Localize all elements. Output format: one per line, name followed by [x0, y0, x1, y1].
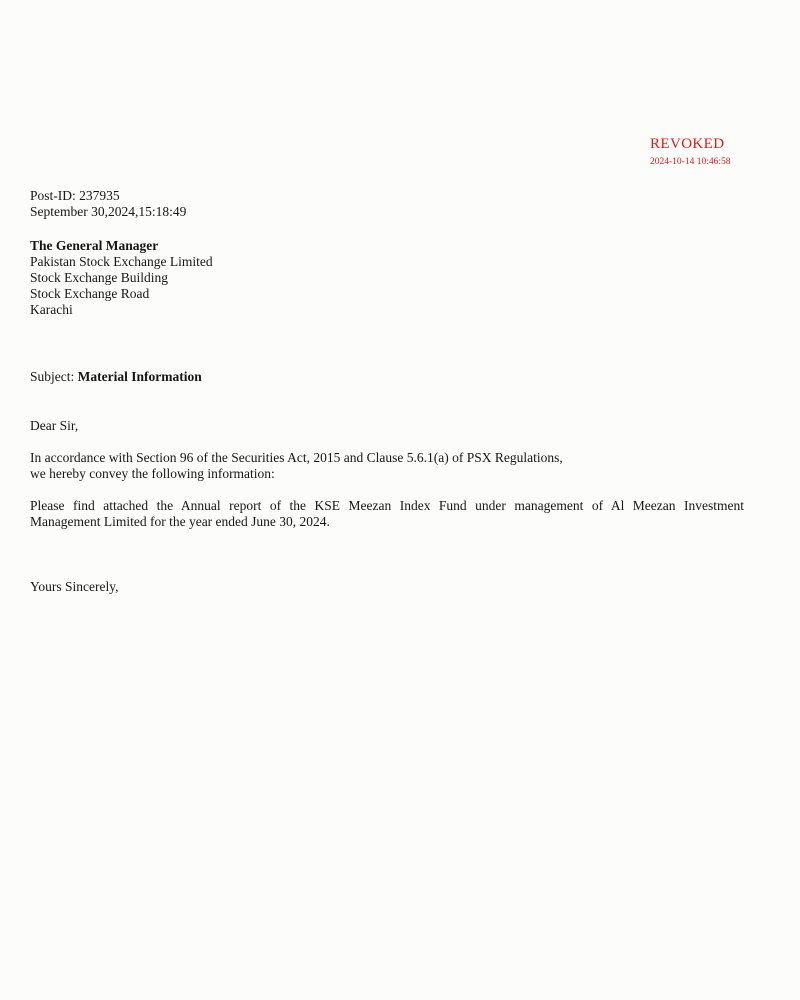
body-paragraph-regulations-line-2: we hereby convey the following information:	[30, 466, 275, 481]
recipient-line-city: Karachi	[30, 302, 73, 317]
body-paragraph-attachment-line-1: Please find attached the Annual report of the KSE Meezan Index Fund under management of Al Meezan Investment	[30, 498, 744, 513]
recipient-line-road: Stock Exchange Road	[30, 286, 150, 301]
subject-label: Subject:	[30, 369, 75, 384]
body-paragraph-regulations	[30, 450, 744, 482]
body-paragraph-attachment	[30, 498, 744, 530]
revoked-stamp	[650, 136, 730, 168]
subject-value: Material Information	[77, 369, 202, 384]
recipient-line-building: Stock Exchange Building	[30, 270, 168, 285]
post-id: Post-ID: 237935	[30, 188, 120, 203]
closing: Yours Sincerely,	[30, 579, 119, 594]
revoked-stamp-label: REVOKED	[650, 136, 725, 152]
post-datetime: September 30,2024,15:18:49	[30, 204, 187, 219]
recipient-title: The General Manager	[30, 238, 159, 253]
recipient-address	[30, 238, 213, 318]
revoked-stamp-timestamp: 2024-10-14 10:46:58	[650, 157, 731, 167]
subject-line	[30, 369, 202, 385]
body-paragraph-attachment-line-2: Management Limited for the year ended June 30, 2024.	[30, 514, 330, 529]
salutation: Dear Sir,	[30, 418, 79, 433]
body-paragraph-regulations-line-1: In accordance with Section 96 of the Securities Act, 2015 and Clause 5.6.1(a) of PSX Regulations,	[30, 450, 563, 465]
post-meta	[30, 188, 186, 220]
recipient-line-company: Pakistan Stock Exchange Limited	[30, 254, 213, 269]
